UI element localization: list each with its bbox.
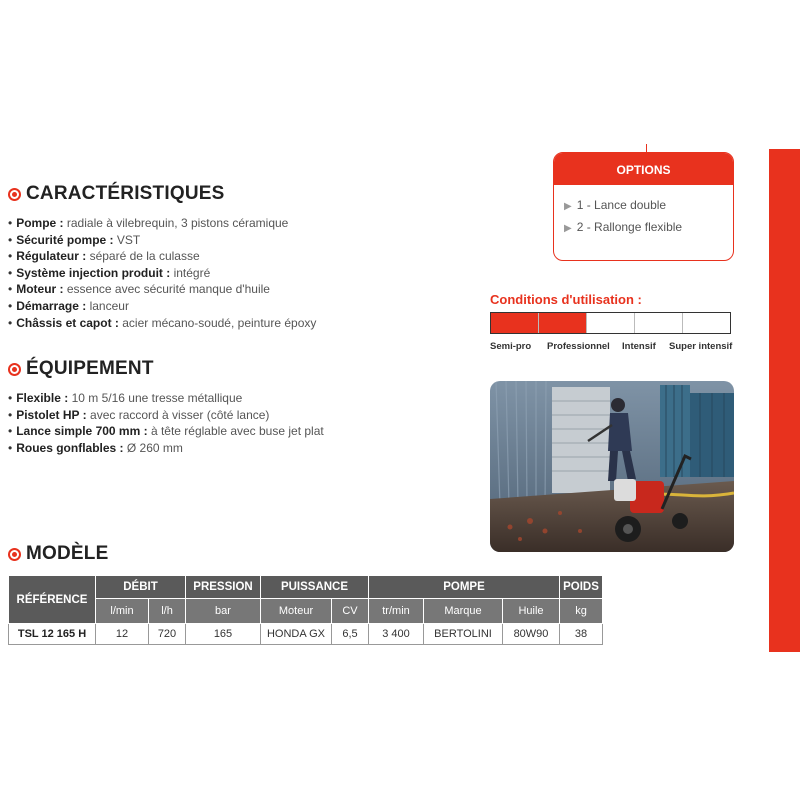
options-box [553, 152, 734, 261]
target-bullet-icon [8, 363, 21, 376]
triangle-right-icon: ▶ [564, 201, 572, 212]
side-accent-bar [769, 149, 800, 652]
list-item: • Pompe : radiale à vilebrequin, 3 pistons céramique [8, 215, 316, 232]
cell-lh: 720 [149, 624, 186, 645]
product-photo [490, 381, 734, 552]
list-item: • Régulateur : séparé de la culasse [8, 248, 316, 265]
options-list [554, 185, 733, 239]
cell-cv: 6,5 [332, 624, 369, 645]
cell-lmin: 12 [96, 624, 149, 645]
caracteristiques-title [8, 183, 225, 205]
options-title: OPTIONS [554, 153, 733, 185]
gauge-segment [635, 313, 683, 333]
table-row [9, 624, 603, 645]
conditions-gauge [490, 312, 731, 334]
level-label: Intensif [622, 341, 656, 352]
list-item: • Démarrage : lanceur [8, 298, 316, 315]
list-item: • Pistolet HP : avec raccord à visser (côté lance) [8, 407, 324, 424]
subheader-cv: CV [332, 599, 369, 624]
cell-bar: 165 [186, 624, 261, 645]
subheader-marque: Marque [424, 599, 503, 624]
cell-huile: 80W90 [503, 624, 560, 645]
list-item: • Sécurité pompe : VST [8, 232, 316, 249]
caracteristiques-list [8, 215, 316, 331]
equipement-list [8, 390, 324, 456]
subheader-trmin: tr/min [369, 599, 424, 624]
table-subheader-row [9, 599, 603, 624]
modele-title [8, 543, 108, 565]
col-header-reference: RÉFÉRENCE [9, 576, 96, 624]
col-header-debit: DÉBIT [96, 576, 186, 599]
list-item: ▶ 2 - Rallonge flexible [564, 220, 683, 234]
gauge-segment [683, 313, 730, 333]
level-label: Semi-pro [490, 341, 532, 352]
equipement-title-text: ÉQUIPEMENT [26, 358, 154, 379]
col-header-poids: POIDS [560, 576, 603, 599]
level-label: Professionnel [547, 341, 610, 352]
equipement-title [8, 358, 154, 380]
col-header-pression: PRESSION [186, 576, 261, 599]
gauge-segment [539, 313, 587, 333]
list-item: • Roues gonflables : Ø 260 mm [8, 440, 324, 457]
cell-trmin: 3 400 [369, 624, 424, 645]
modele-title-text: MODÈLE [26, 543, 109, 564]
gauge-segment [587, 313, 635, 333]
subheader-lh: l/h [149, 599, 186, 624]
subheader-huile: Huile [503, 599, 560, 624]
list-item: • Moteur : essence avec sécurité manque d'huile [8, 281, 316, 298]
cell-marque: BERTOLINI [424, 624, 503, 645]
list-item: • Châssis et capot : acier mécano-soudé, peinture époxy [8, 315, 316, 332]
cell-kg: 38 [560, 624, 603, 645]
target-bullet-icon [8, 548, 21, 561]
conditions-title: Conditions d'utilisation : [490, 292, 642, 307]
triangle-right-icon: ▶ [564, 223, 572, 234]
subheader-lmin: l/min [96, 599, 149, 624]
col-header-pompe: POMPE [369, 576, 560, 599]
list-item: • Flexible : 10 m 5/16 une tresse métallique [8, 390, 324, 407]
model-table [8, 575, 603, 645]
gauge-segment [491, 313, 539, 333]
target-bullet-icon [8, 188, 21, 201]
list-item: • Système injection produit : intégré [8, 265, 316, 282]
col-header-puissance: PUISSANCE [261, 576, 369, 599]
level-label: Super intensif [669, 341, 733, 352]
list-item: ▶ 1 - Lance double [564, 198, 667, 212]
cell-moteur: HONDA GX [261, 624, 332, 645]
caracteristiques-title-text: CARACTÉRISTIQUES [26, 183, 225, 204]
cell-reference: TSL 12 165 H [9, 624, 96, 645]
list-item: • Lance simple 700 mm : à tête réglable avec buse jet plat [8, 423, 324, 440]
table-header-row [9, 576, 603, 599]
subheader-kg: kg [560, 599, 603, 624]
subheader-bar: bar [186, 599, 261, 624]
subheader-moteur: Moteur [261, 599, 332, 624]
